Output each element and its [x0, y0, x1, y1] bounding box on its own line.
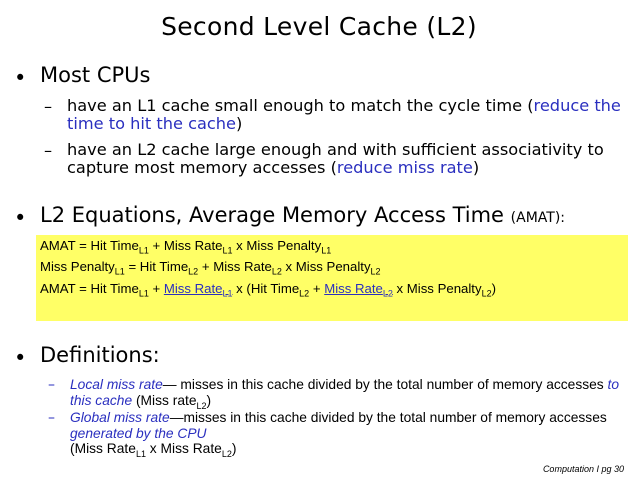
- bullet-definitions: Definitions:: [40, 343, 160, 367]
- l2-cache-item: have an L2 cache large enough and with sufficient associativity to capture most memory accesses (reduce miss rate): [67, 140, 604, 177]
- equation-miss-penalty: Miss Penalty$_{L1}$ = Hit Time$_{L2}$ + Miss Rate$_{L2}$ x Miss Penalty$_{L2}$: [40, 259, 381, 277]
- global-miss-rate-definition: Global miss rate—misses in this cache divided by the total number of memory accesses generated by the CPU (Miss Rate$_{L1}$ x Miss Rate$_{L2}$): [70, 410, 607, 459]
- dash-marker: –: [44, 97, 53, 116]
- local-miss-rate-definition: Local miss rate— misses in this cache divided by the total number of memory accesses to this cache (Miss rate$_{L2}$): [70, 377, 620, 411]
- equation-amat-expanded: AMAT = Hit Time$_{L1}$ + Miss Rate$_{L1}$ x (Hit Time$_{L2}$ + Miss Rate$_{L2}$ x Miss Penalty$_{L2}$): [40, 281, 496, 299]
- bullet-dot: •: [14, 346, 27, 370]
- page-footer: Computation I pg 30: [542, 464, 624, 474]
- dash-marker: –: [44, 141, 53, 160]
- bullet-l2-equations: L2 Equations, Average Memory Access Time (AMAT):: [40, 203, 566, 227]
- dash-marker: –: [48, 377, 55, 393]
- equation-amat: AMAT = Hit Time$_{L1}$ + Miss Rate$_{L1}$ x Miss Penalty$_{L1}$: [40, 238, 332, 256]
- bullet-dot: •: [14, 206, 27, 230]
- dash-marker: –: [48, 410, 55, 426]
- l1-cache-item: have an L1 cache small enough to match the cycle time (reduce the time to hit the cache): [67, 96, 621, 133]
- slide-title: Second Level Cache (L2): [161, 12, 477, 41]
- bullet-dot: •: [14, 66, 27, 90]
- bullet-most-cpus: Most CPUs: [40, 63, 151, 87]
